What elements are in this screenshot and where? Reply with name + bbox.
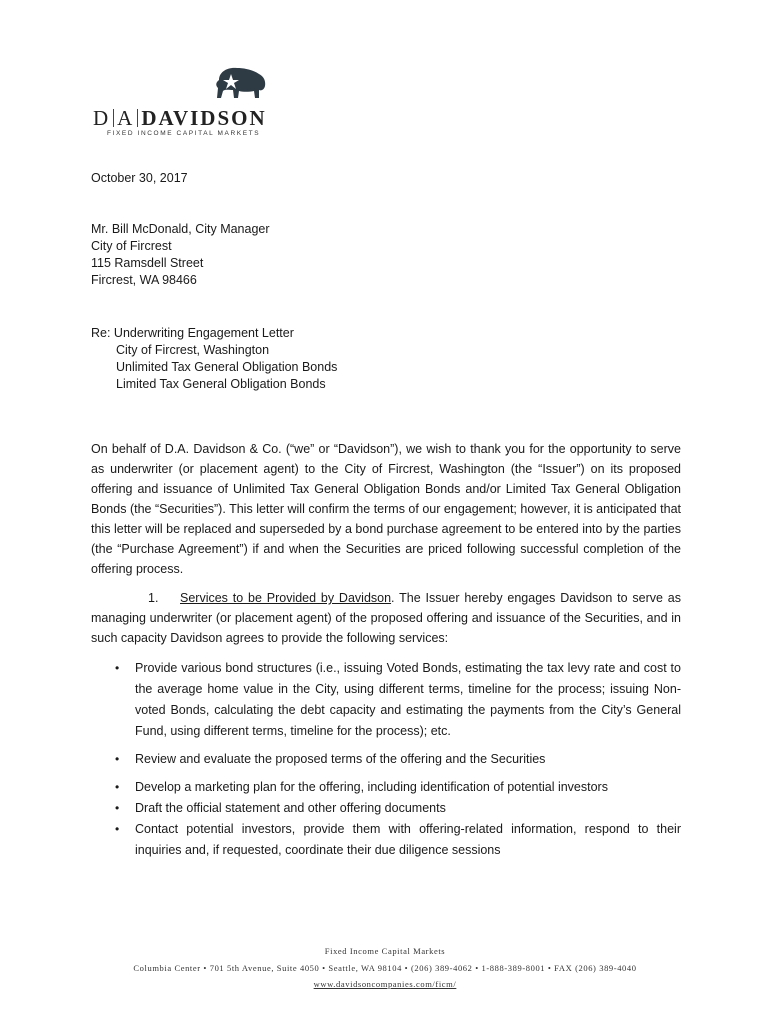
- recipient-city: Fircrest, WA 98466: [91, 273, 197, 287]
- recipient-address: [91, 221, 681, 289]
- footer-website-link[interactable]: www.davidsoncompanies.com/ficm/: [313, 979, 457, 989]
- footer-contact: Columbia Center • 701 5th Avenue, Suite 4050 • Seattle, WA 98104 • (206) 389-4062 • 1-888-389-8001 • FAX (206) 389-4040: [133, 963, 637, 973]
- services-list: [91, 658, 681, 861]
- subject-bond-1: Unlimited Tax General Obligation Bonds: [116, 360, 338, 374]
- bison-with-star-icon: [213, 64, 269, 104]
- section-1-paragraph: [91, 588, 681, 648]
- bullet-icon: •: [115, 661, 120, 675]
- footer-division: Fixed Income Capital Markets: [324, 946, 446, 956]
- recipient-street: 115 Ramsdell Street: [91, 256, 204, 270]
- bullet-icon: •: [115, 801, 120, 815]
- bullet-icon: •: [115, 780, 120, 794]
- bullet-icon: •: [115, 822, 120, 836]
- list-item: • Draft the official statement and other offering documents: [91, 798, 681, 819]
- logo-letter-d: D: [93, 106, 111, 130]
- logo-tagline: FIXED INCOME CAPITAL MARKETS: [107, 130, 261, 137]
- logo-letter-a: A: [117, 106, 135, 130]
- list-item: • Contact potential investors, provide them with offering-related information, respond to their inquiries and, if requested, coordinate their due diligence sessions: [91, 819, 681, 861]
- letter-date: October 30, 2017: [91, 171, 188, 185]
- intro-paragraph: On behalf of D.A. Davidson & Co. (“we” or “Davidson”), we wish to thank you for the opportunity to serve as underwriter (or placement agent) to the City of Fircrest, Washington (the “Issuer”) on its proposed offering and issuance of Unlimited Tax General Obligation Bonds and/or Limited Tax General Obligation Bonds (the “Securities”). This letter will confirm the terms of our engagement; however, it is anticipated that this letter will be replaced and superseded by a bond purchase agreement to be entered into by the parties (the “Purchase Agreement”) if and when the Securities are priced following successful completion of the offering process.: [91, 442, 681, 576]
- bullet-icon: •: [115, 752, 120, 766]
- logo-wordmark: DAVIDSON: [141, 106, 267, 130]
- list-item: • Provide various bond structures (i.e., issuing Voted Bonds, estimating the tax levy rate and cost to the average home value in the City, using different terms, timeline for the process; issuing Non-voted Bonds, calculating the debt capacity and estimating the payments from the City’s General Fund, using different terms, timeline for the process); etc.: [91, 658, 681, 742]
- section-number: 1.: [148, 591, 159, 605]
- subject-line: Re: Underwriting Engagement Letter: [91, 326, 294, 340]
- list-item: • Review and evaluate the proposed terms of the offering and the Securities: [91, 749, 681, 770]
- section-heading: Services to be Provided by Davidson: [180, 591, 392, 605]
- list-item: • Develop a marketing plan for the offering, including identification of potential investors: [91, 777, 681, 798]
- recipient-org: City of Fircrest: [91, 239, 172, 253]
- company-logo: [93, 64, 283, 138]
- subject-bond-2: Limited Tax General Obligation Bonds: [116, 377, 326, 391]
- section-text: . The Issuer hereby engages Davidson to serve as managing underwriter (or placement agent) of the proposed offering and issuance of the Securities, and in such capacity Davidson agrees to provide the following services:: [91, 591, 681, 645]
- recipient-name: Mr. Bill McDonald, City Manager: [91, 222, 270, 236]
- subject-issuer: City of Fircrest, Washington: [116, 343, 270, 357]
- subject-block: [91, 325, 681, 393]
